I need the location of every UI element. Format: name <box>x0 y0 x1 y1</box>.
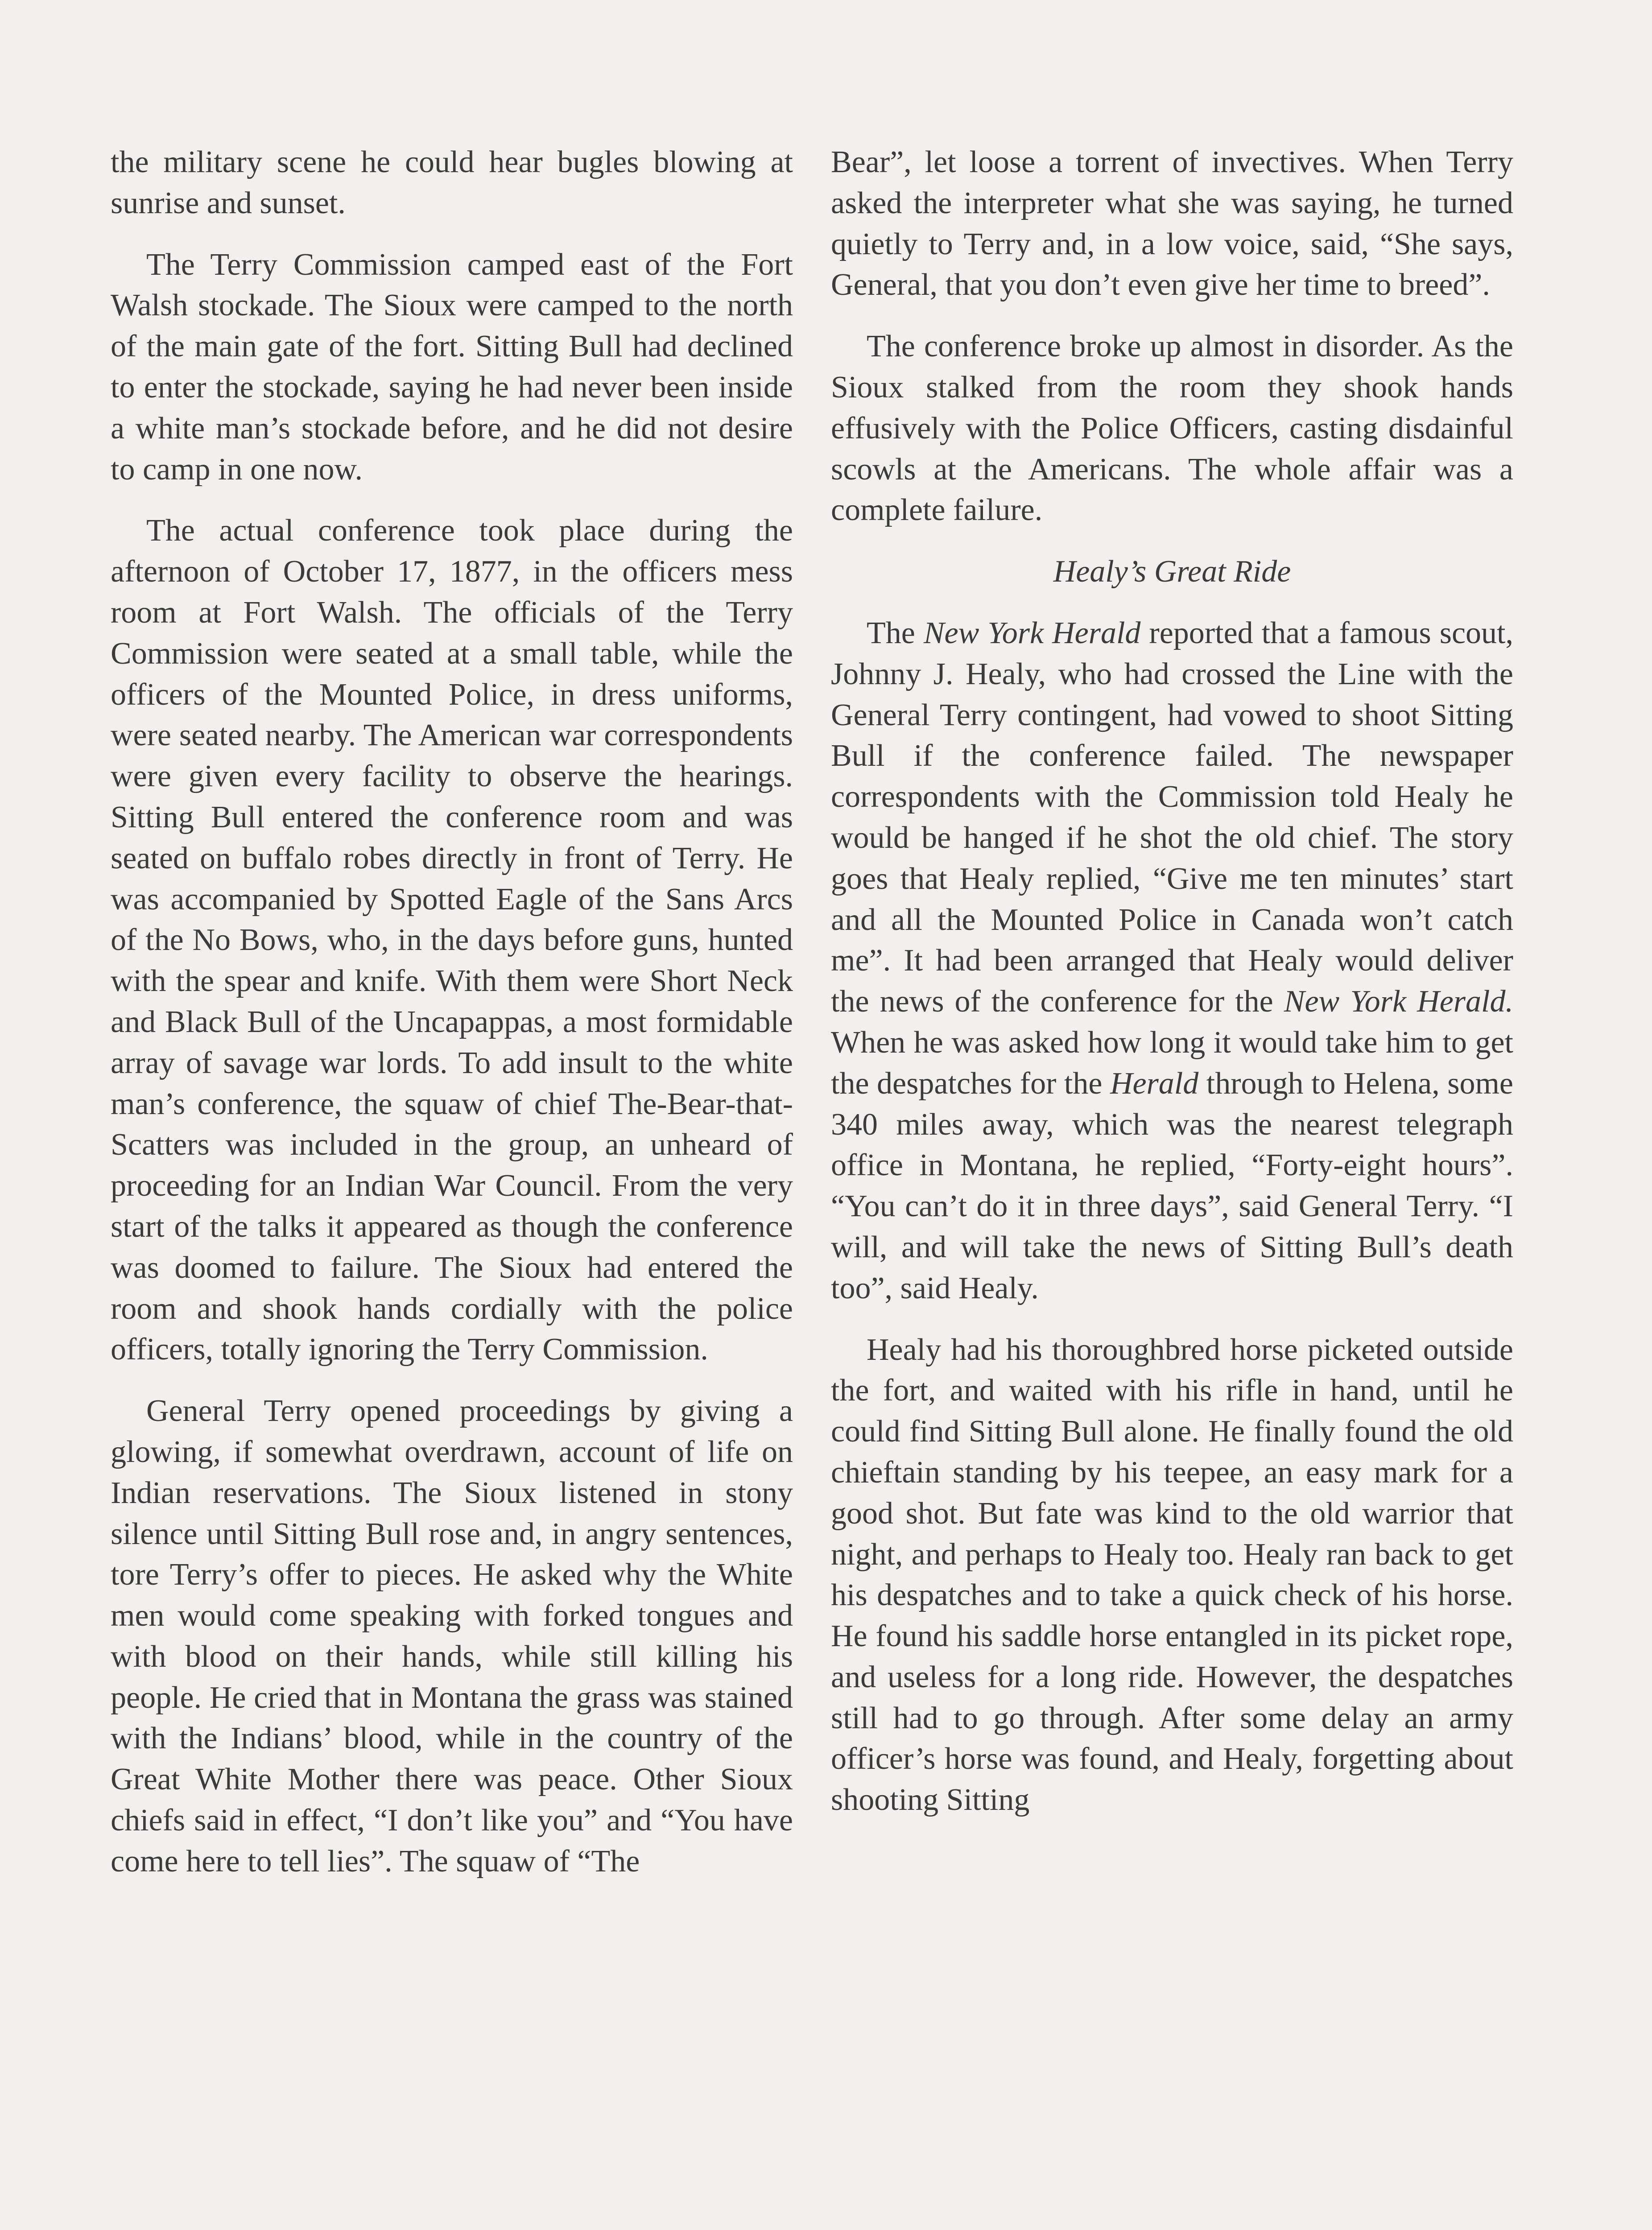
section-heading: Healy’s Great Ride <box>1053 554 1291 589</box>
left-column <box>111 142 793 1903</box>
paragraph: General Terry opened proceedings by giving a glowing, if somewhat overdrawn, account of life on Indian reservations. The Sioux listened in stony silence until Sitting Bull rose and, in angry sentences, tore Terry’s offer to pieces. He asked why the White men would come speaking with forked tongues and with blood on their hands, while still killing his people. He cried that in Montana the grass was stained with the Indians’ blood, while in the country of the Great White Mother there was peace. Other Sioux chiefs said in effect, “I don’t like you” and “You have come here to tell lies”. The squaw of “The <box>111 1394 793 1879</box>
newspaper-title: New York Herald <box>923 615 1141 650</box>
text-run: When he was asked how long it would take him to get the despatches for the <box>831 1025 1513 1101</box>
text-run: through to Helena, some 340 miles away, which was the nearest telegraph office in Montana, he replied, “Forty-eight hours”. “You can’t do it in three days”, said General Terry. “I will, and will take the news of Sitting Bull’s death too”, said Healy. <box>831 1066 1513 1305</box>
paragraph: The Terry Commission camped east of the Fort Walsh stockade. The Sioux were camped to the north of the main gate of the fort. Sitting Bull had declined to enter the stockade, saying he had never been inside a white man’s stockade before, and he did not desire to camp in one now. <box>111 247 793 487</box>
text-run: The <box>867 615 924 650</box>
right-column <box>831 142 1513 1841</box>
paragraph: Bear”, let loose a torrent of invectives. When Terry asked the interpreter what she was saying, he turned quietly to Terry and, in a low voice, said, “She says, General, that you don’t even give her time to breed”. <box>831 145 1513 302</box>
paragraph: The actual conference took place during the afternoon of October 17, 1877, in the officers mess room at Fort Walsh. The officials of the Terry Commission were seated at a small table, while the officers of the Mounted Police, in dress uniforms, were seated nearby. The American war correspondents were given every facility to observe the hearings. Sitting Bull entered the conference room and was seated on buffalo robes directly in front of Terry. He was accompanied by Spotted Eagle of the Sans Arcs of the No Bows, who, in the days before guns, hunted with the spear and knife. With them were Short Neck and Black Bull of the Uncapappas, a most formidable array of savage war lords. To add insult to the white man’s conference, the squaw of chief The-Bear-that-Scatters was included in the group, an unheard of proceeding for an Indian War Council. From the very start of the talks it appeared as though the conference was doomed to failure. The Sioux had entered the room and shook hands cordially with the police officers, totally ignoring the Terry Commission. <box>111 513 793 1367</box>
paragraph <box>831 613 1513 1309</box>
paragraph: Healy had his thoroughbred horse picketed outside the fort, and waited with his rifle in hand, until he could find Sitting Bull alone. He finally found the old chieftain standing by his teepee, an easy mark for a good shot. But fate was kind to the old warrior that night, and perhaps to Healy too. Healy ran back to get his despatches and to take a quick check of his horse. He found his saddle horse entangled in its picket rope, and useless for a long ride. However, the despatches still had to go through. After some delay an army officer’s horse was found, and Healy, forgetting about shooting Sitting <box>831 1332 1513 1817</box>
newspaper-title: New York Herald. <box>1284 984 1513 1019</box>
paragraph: the military scene he could hear bugles blowing at sunrise and sunset. <box>111 145 793 220</box>
newspaper-title: Herald <box>1110 1066 1199 1101</box>
text-run: reported that a famous scout, Johnny J. Healy, who had crossed the Line with the General Terry contingent, had vowed to shoot Sitting Bull if the conference failed. The newspaper correspondents with the Commission told Healy he would be hanged if he shot the old chief. The story goes that Healy replied, “Give me ten minutes’ start and all the Mounted Police in Canada won’t catch me”. It had been arranged that Healy would deliver the news of the conference for the <box>831 615 1514 1019</box>
paragraph: The conference broke up almost in disorder. As the Sioux stalked from the room they shook hands effusively with the Police Officers, casting disdainful scowls at the Americans. The whole affair was a complete failure. <box>831 329 1513 528</box>
